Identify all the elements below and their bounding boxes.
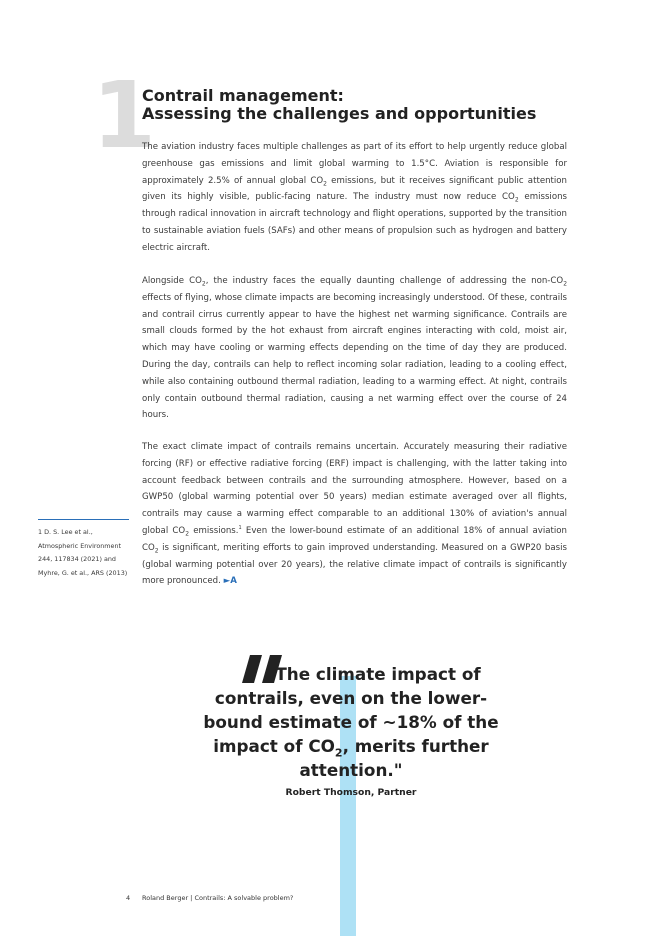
- chapter-number: 1: [92, 62, 157, 169]
- quote-attribution: Robert Thomson, Partner: [285, 787, 417, 798]
- title-line-2: Assessing the challenges and opportunities: [142, 104, 537, 123]
- paragraph-3: The exact climate impact of contrails remains uncertain. Accurately measuring their radiative forcing (RF) or effective radiative forcing (ERF) impact is challenging, with the latter taking into account feedback between contrails and the surrounding atmosphere. However, based on a GWP50 (global warming potential over 50 years) median estimate averaged over all flights, contrails may cause a warming effect comparable to an additional 130% of aviation's annual global $CO_2$ emissions.$^1$ Even the lower-bound estimate of an additional 18% of annual aviation $CO_2$ is significant, meriting efforts to gain improved understanding. Measured on a GWP20 basis (global warming potential over 20 years), the relative climate impact of contrails is significantly more pronounced. ►A: [142, 442, 567, 587]
- pull-quote: The climate impact of contrails, even on the lower-bound estimate of ~18% of the impact of $CO_2$, merits further attention.": [203, 664, 499, 780]
- title-line-1: Contrail management:: [142, 86, 344, 105]
- cross-reference-link[interactable]: ►A: [223, 576, 237, 587]
- quote-first-line: The climate impact: [275, 664, 456, 684]
- page-number: 4: [126, 894, 131, 902]
- footnote: 1 D. S. Lee et al., Atmospheric Environment 244, 117834 (2021) and Myhre, G. et al., ARS (2013): [38, 528, 128, 577]
- paragraph-2: Alongside $CO_2$, the industry faces the equally daunting challenge of addressing the non-$CO_2$ effects of flying, whose climate impacts are becoming increasingly understood. Of these, contrails and contrail cirrus currently appear to have the highest net warming significance. Contrails are small clouds formed by the hot exhaust from aircraft engines interacting with cold, moist air, which may have cooling or warming effects depending on the time of day they are produced. During the day, contrails can help to reflect incoming solar radiation, leading to a cooling effect, while also containing outbound thermal radiation, leading to a warming effect. At night, contrails only contain outbound thermal radiation, causing a net warming effect over the course of 24 hours.: [142, 276, 568, 421]
- page-footer-text: Roland Berger | Contrails: A solvable problem?: [142, 894, 294, 902]
- footnote-reference[interactable]: 1: [238, 525, 242, 532]
- footnote-divider: [38, 519, 129, 520]
- paragraph-1: The aviation industry faces multiple challenges as part of its effort to help urgently reduce global greenhouse gas emissions and limit global warming to 1.5°C. Aviation is responsible for approximately 2.5% of annual global $CO_2$ emissions, but it receives significant public attention given its highly visible, public-facing nature. The industry must now reduce $CO_2$ emissions through radical innovation in aircraft technology and flight operations, supported by the transition to sustainable aviation fuels (SAFs) and other means of propulsion such as hydrogen and battery electric aircraft.: [142, 142, 568, 253]
- chapter-title: [142, 87, 582, 123]
